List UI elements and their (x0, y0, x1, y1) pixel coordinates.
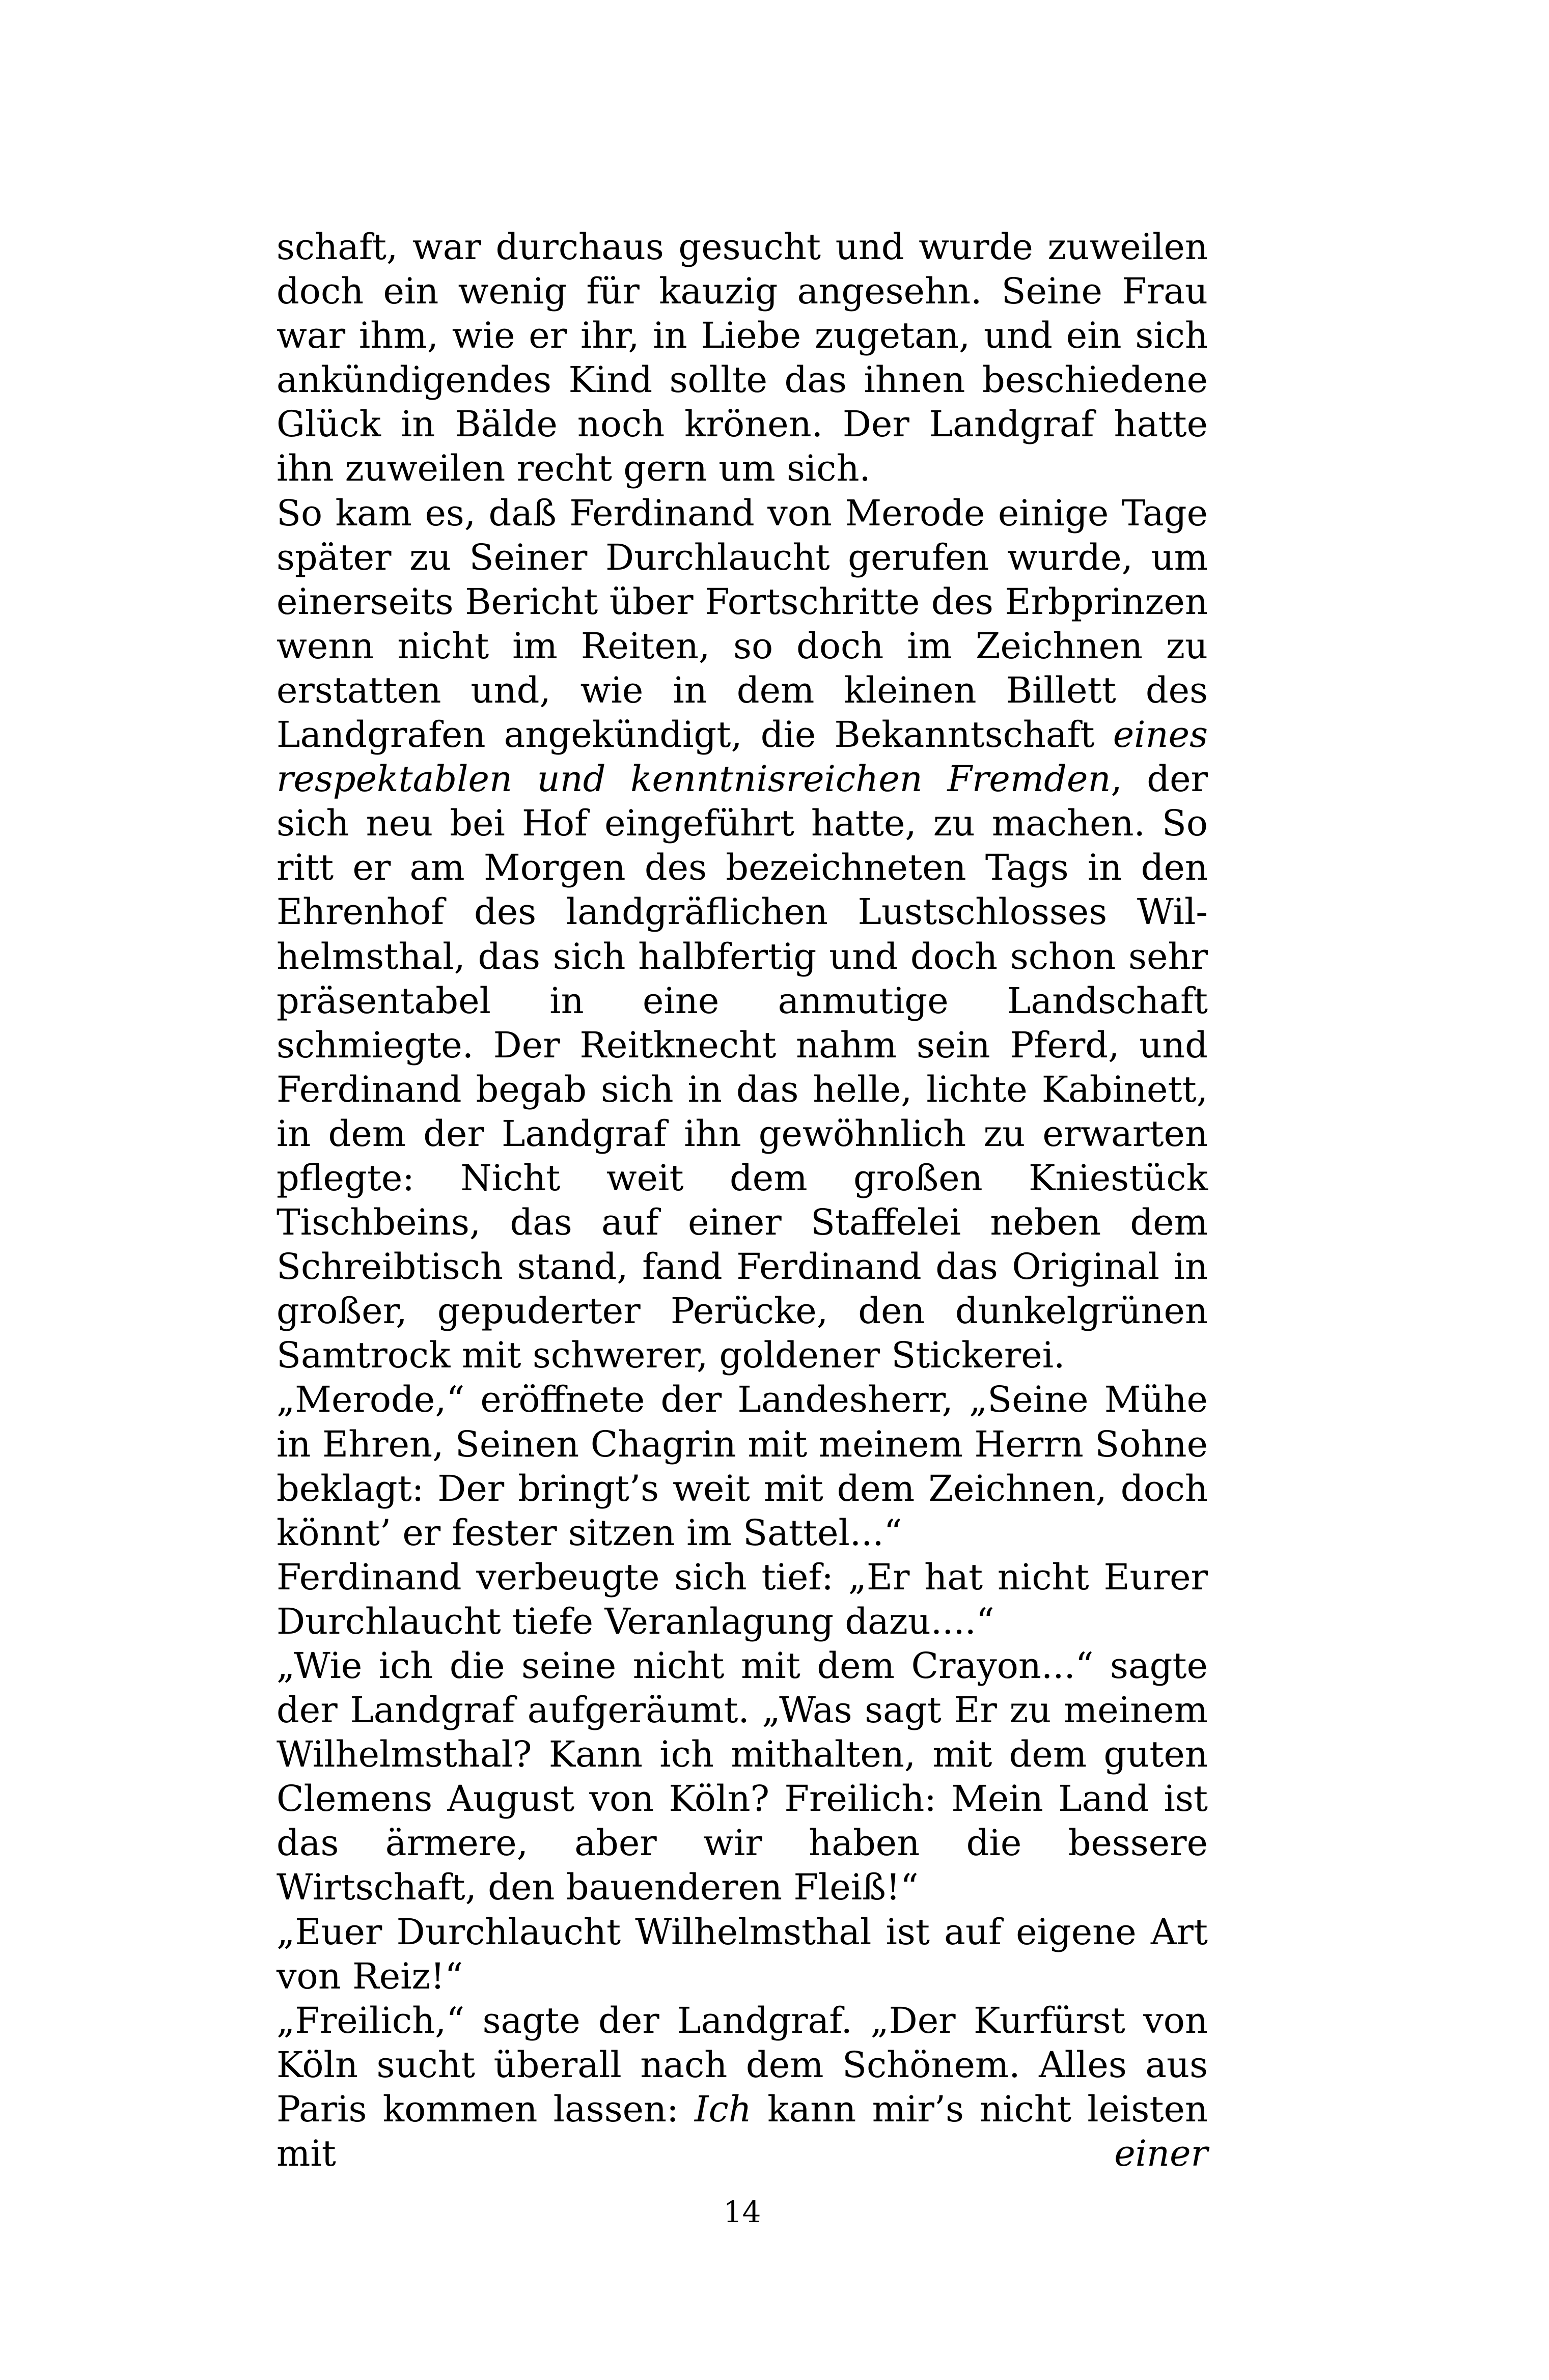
text-run: So kam es, daß Ferdinand von Merode einige Tage später zu Seiner Durchlaucht gerufen wurde, um einerseits Bericht über Fortschritte des Erbprinzen wenn nicht im Reiten, so doch im Zeichnen zu erstatten und, wie in dem kleinen Billett des Landgrafen angekündigt, die Bekanntschaft (276, 492, 1208, 756)
paragraph (276, 1910, 1208, 1999)
italic-text: Ich (694, 2088, 752, 2130)
text-run: , der sich neu bei Hof eingeführt hatte, zu machen. So ritt er am Morgen des bezeichneten Tags in den Ehrenhof des landgräflichen Lustschlosses Wilhelmsthal, das sich halbfertig und doch schon sehr präsentabel in eine anmutige Landschaft schmiegte. Der Reitknecht nahm sein Pferd, und Ferdinand begab sich in das helle, lichte Kabinett, in dem der Landgraf ihn gewöhnlich zu erwarten pflegte: Nicht weit dem großen Kniestück Tischbeins, das auf einer Staffelei neben dem Schreibtisch stand, fand Ferdinand das Original in großer, gepuderter Perücke, den dunkelgrünen Samtrock mit schwerer, goldener Stickerei. (276, 758, 1208, 1377)
text-run: kann mir’s nicht leisten mit (276, 2088, 1208, 2175)
paragraph (276, 1555, 1208, 1644)
page-number: 14 (723, 2195, 761, 2229)
text-run: Ferdinand verbeugte sich tief: „Er hat nicht Eurer Durchlaucht tiefe Veranlagung dazu....“ (276, 1556, 1208, 1642)
paragraph (276, 1644, 1208, 1910)
text-run: „Freilich,“ sagte der Landgraf. „Der Kurfürst von Köln sucht überall nach dem Schönem. Alles aus Paris kommen lassen: (276, 1999, 1208, 2130)
body-text (276, 225, 1208, 2176)
paragraph (276, 1999, 1208, 2176)
text-run: „Euer Durchlaucht Wilhelmsthal ist auf eigene Art von Reiz!“ (276, 1911, 1208, 1997)
paragraph (276, 1378, 1208, 1555)
paragraph (276, 491, 1208, 1378)
text-run: schaft, war durchaus gesucht und wurde zuweilen doch ein wenig für kauzig angesehn. Seine Frau war ihm, wie er ihr, in Liebe zugetan, und ein sich ankündigendes Kind sollte das ihnen beschiedene Glück in Bälde noch krönen. Der Landgraf hatte ihn zuweilen recht gern um sich. (276, 226, 1208, 490)
text-run: „Wie ich die seine nicht mit dem Crayon...“ sagte der Landgraf aufgeräumt. „Was sagt Er zu meinem Wilhelmsthal? Kann ich mithalten, mit dem guten Clemens August von Köln? Freilich: Mein Land ist das ärmere, aber wir haben die bessere Wirtschaft, den bauenderen Fleiß!“ (276, 1645, 1208, 1909)
paragraph (276, 225, 1208, 491)
italic-text: einer (1114, 2133, 1208, 2175)
italic-text: eines respektablen und kenntnisreichen Fremden (276, 714, 1208, 800)
text-run: „Merode,“ eröffnete der Landesherr, „Seine Mühe in Ehren, Seinen Chagrin mit meinem Herrn Sohne beklagt: Der bringt’s weit mit dem Zeichnen, doch könnt’ er fester sitzen im Sattel...“ (276, 1379, 1208, 1554)
